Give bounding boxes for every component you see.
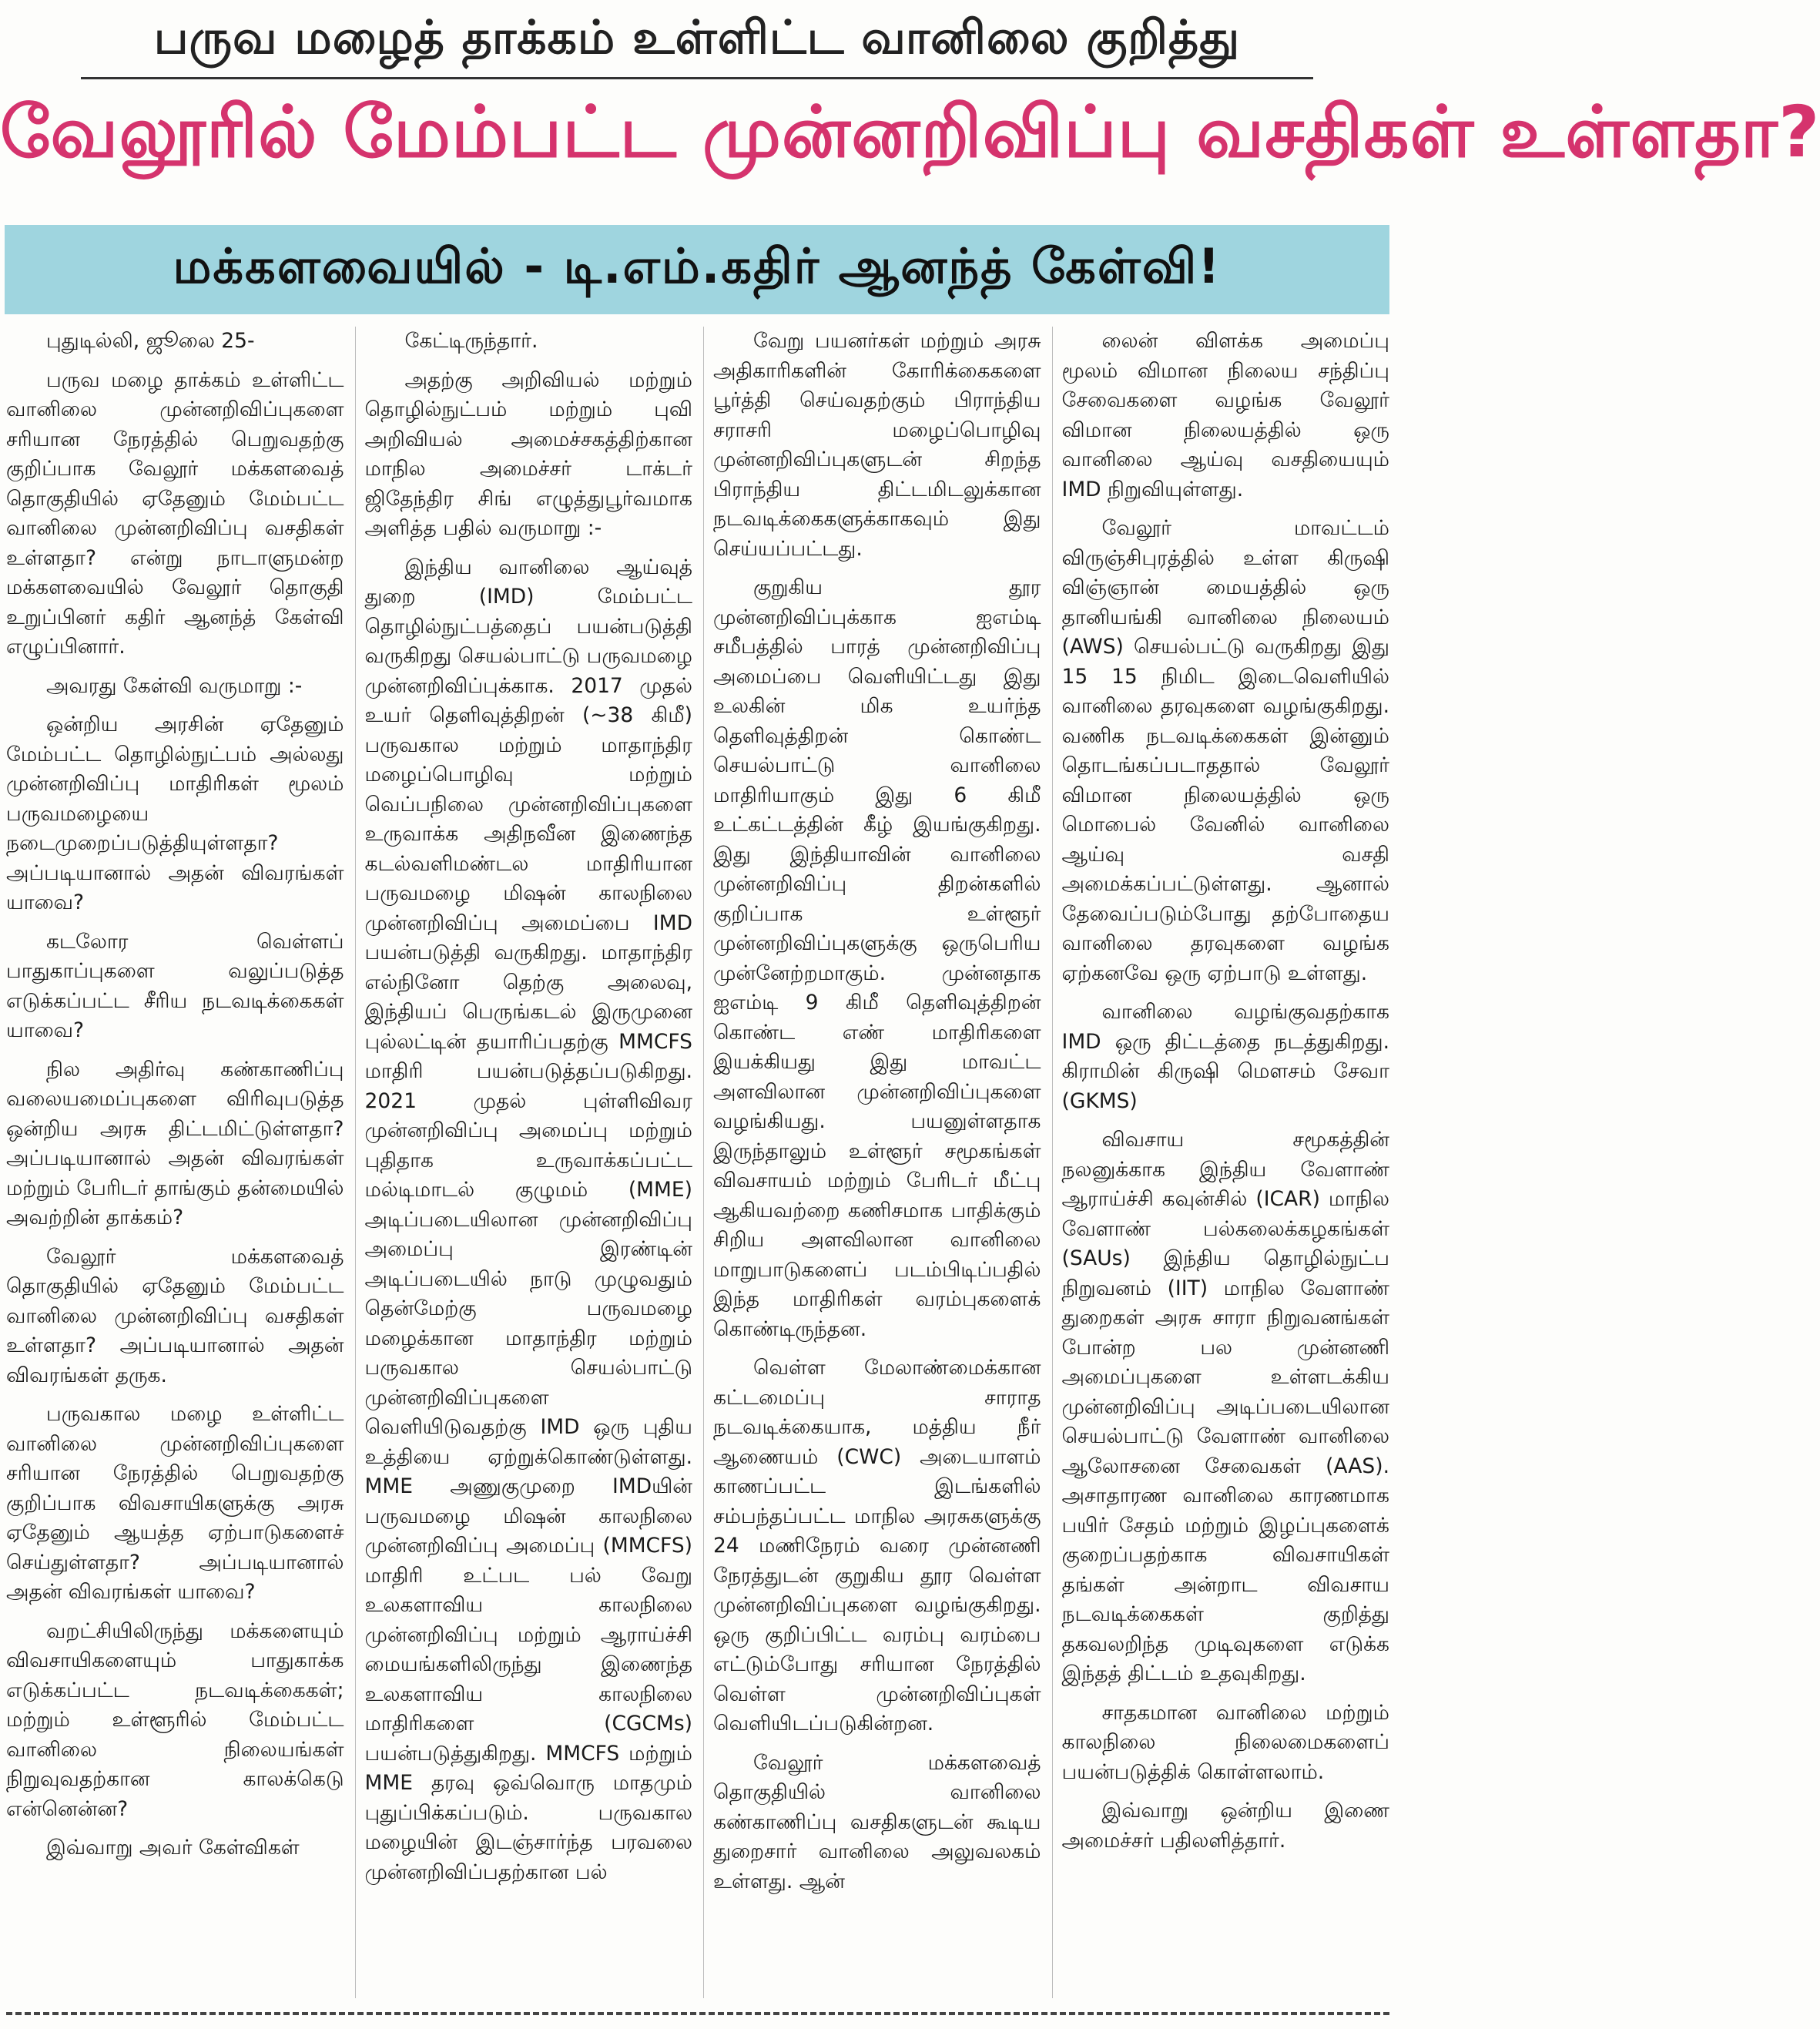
paragraph: கேட்டிருந்தார். <box>404 329 538 353</box>
dateline: புதுடில்லி, ஜூலை 25- <box>46 329 255 353</box>
paragraph: இவ்வாறு அவர் கேள்விகள் <box>46 1836 300 1860</box>
paragraph: பருவ மழை தாக்கம் உள்ளிட்ட வானிலை முன்னறிவிப்புகளை சரியான நேரத்தில் பெறுவதற்கு குறிப்பாக வேலூர் மக்களவைத் தொகுதியில் ஏதேனும் மேம்பட்ட வானிலை முன்னறிவிப்பு வசதிகள் உள்ளதா? என்று நாடாளுமன்ற மக்களவையில் வேலூர் தொகுதி உறுப்பினர் கதிர் ஆனந்த் கேள்வி எழுப்பினார். <box>6 367 344 659</box>
paragraph: வறட்சியிலிருந்து மக்களையும் விவசாயிகளையும் பாதுகாக்க எடுக்கப்பட்ட நடவடிக்கைகள்; மற்றும் உள்ளூரில் மேம்பட்ட வானிலை நிலையங்கள் நிறுவுவதற்கான காலக்கெடு என்னென்ன? <box>6 1618 344 1821</box>
paragraph: அதற்கு அறிவியல் மற்றும் தொழில்நுட்பம் மற்றும் புவி அறிவியல் அமைச்சகத்திற்கான மாநில அமைச்சர் டாக்டர் ஜிதேந்திர சிங் எழுத்துபூர்வமாக அளித்த பதில் வருமாறு :- <box>364 367 692 540</box>
column-4 <box>1052 327 1390 1998</box>
paragraph: அவரது கேள்வி வருமாறு :- <box>46 673 303 698</box>
kicker-underline <box>81 77 1313 79</box>
kicker-headline: பருவ மழைத் தாக்கம் உள்ளிட்ட வானிலை குறித்து <box>153 11 1241 65</box>
paragraph: லைன் விளக்க அமைப்பு மூலம் விமான நிலைய சந்திப்பு சேவைகளை வழங்க வேலூர் விமான நிலையத்தில் ஒரு வானிலை ஆய்வு வசதியையும் IMD நிறுவியுள்ளது. <box>1061 329 1389 501</box>
paragraph: இந்திய வானிலை ஆய்வுத் துறை (IMD) மேம்பட்ட தொழில்நுட்பத்தைப் பயன்படுத்தி வருகிறது செயல்பாட்டு பருவமழை முன்னறிவிப்புக்காக. 2017 முதல் உயர் தெளிவுத்திறன் (~38 கிமீ) பருவகால மற்றும் மாதாந்திர மழைப்பொழிவு மற்றும் வெப்பநிலை முன்னறிவிப்புகளை உருவாக்க அதிநவீன இணைந்த கடல்வளிமண்டல மாதிரியான பருவமழை மிஷன் காலநிலை முன்னறிவிப்பு அமைப்பை IMD பயன்படுத்தி வருகிறது. மாதாந்திர எல்நினோ தெற்கு அலைவு, இந்தியப் பெருங்கடல் இருமுனை புல்லட்டின் தயாரிப்பதற்கு MMCFS மாதிரி பயன்படுத்தப்படுகிறது. 2021 முதல் புள்ளிவிவர முன்னறிவிப்பு அமைப்பு மற்றும் புதிதாக உருவாக்கப்பட்ட மல்டிமாடல் குழுமம் (MME) அடிப்படையிலான முன்னறிவிப்பு அமைப்பு இரண்டின் அடிப்படையில் நாடு முழுவதும் தென்மேற்கு பருவமழை மழைக்கான மாதாந்திர மற்றும் பருவகால செயல்பாட்டு முன்னறிவிப்புகளை வெளியிடுவதற்கு IMD ஒரு புதிய உத்தியை ஏற்றுக்கொண்டுள்ளது. MME அணுகுமுறை IMDயின் பருவமழை மிஷன் காலநிலை முன்னறிவிப்பு அமைப்பு (MMCFS) மாதிரி உட்பட பல் வேறு உலகளாவிய காலநிலை முன்னறிவிப்பு மற்றும் ஆராய்ச்சி மையங்களிலிருந்து இணைந்த உலகளாவிய காலநிலை மாதிரிகளை (CGCMs) பயன்படுத்துகிறது. MMCFS மற்றும் MME தரவு ஒவ்வொரு மாதமும் புதுப்பிக்கப்படும். பருவகால மழையின் இடஞ்சார்ந்த பரவலை முன்னறிவிப்பதற்கான பல் <box>364 555 692 1884</box>
paragraph: வேலூர் மாவட்டம் விருஞ்சிபுரத்தில் உள்ள கிருஷி விஞ்ஞான் மையத்தில் ஒரு தானியங்கி வானிலை நிலையம் (AWS) செயல்பட்டு வருகிறது இது 15 15 நிமிட இடைவெளியில் வானிலை தரவுகளை வழங்குகிறது. வணிக நடவடிக்கைகள் இன்னும் தொடங்கப்படாததால் வேலூர் விமான நிலையத்தில் ஒரு மொபைல் வேனில் வானிலை ஆய்வு வசதி அமைக்கப்பட்டுள்ளது. ஆனால் தேவைப்படும்போது தற்போதைய வானிலை தரவுகளை வழங்க ஏற்கனவே ஒரு ஏற்பாடு உள்ளது. <box>1061 516 1389 985</box>
paragraph: இவ்வாறு ஒன்றிய இணை அமைச்சர் பதிலளித்தார். <box>1061 1799 1389 1853</box>
bottom-dashed-rule <box>6 2012 1389 2015</box>
paragraph: வேலூர் மக்களவைத் தொகுதியில் ஏதேனும் மேம்பட்ட வானிலை முன்னறிவிப்பு வசதிகள் உள்ளதா? அப்படியானால் அதன் விவரங்கள் தருக. <box>6 1244 344 1387</box>
paragraph: வெள்ள மேலாண்மைக்கான கட்டமைப்பு சாராத நடவடிக்கையாக, மத்திய நீர் ஆணையம் (CWC) அடையாளம் காணப்பட்ட இடங்களில் சம்பந்தப்பட்ட மாநில அரசுகளுக்கு 24 மணிநேரம் வரை முன்னணி நேரத்துடன் குறுகிய தூர வெள்ள முன்னறிவிப்புகளை வழங்குகிறது. ஒரு குறிப்பிட்ட வரம்பு வரம்பை எட்டும்போது சரியான நேரத்தில் வெள்ள முன்னறிவிப்புகள் வெளியிடப்படுகின்றன. <box>713 1356 1041 1736</box>
paragraph: சாதகமான வானிலை மற்றும் காலநிலை நிலைமைகளைப் பயன்படுத்திக் கொள்ளலாம். <box>1061 1700 1389 1784</box>
column-3 <box>703 327 1041 1998</box>
paragraph: நில அதிர்வு கண்காணிப்பு வலையமைப்புகளை விரிவுபடுத்த ஒன்றிய அரசு திட்டமிட்டுள்ளதா? அப்படியானால் அதன் விவரங்கள் மற்றும் பேரிடர் தாங்கும் தன்மையில் அவற்றின் தாக்கம்? <box>6 1057 344 1229</box>
paragraph: வானிலை வழங்குவதற்காக IMD ஒரு திட்டத்தை நடத்துகிறது. கிராமின் கிருஷி மௌசம் சேவா (GKMS) <box>1061 1000 1389 1113</box>
column-2 <box>355 327 693 1998</box>
paragraph: விவசாய சமூகத்தின் நலனுக்காக இந்திய வேளாண் ஆராய்ச்சி கவுன்சில் (ICAR) மாநில வேளாண் பல்கலைக்கழகங்கள் (SAUs) இந்திய தொழில்நுட்ப நிறுவனம் (IIT) மாநில வேளாண் துறைகள் அரசு சாரா நிறுவனங்கள் போன்ற பல முன்னணி அமைப்புகளை உள்ளடக்கிய முன்னறிவிப்பு அடிப்படையிலான செயல்பாட்டு வேளாண் வானிலை ஆலோசனை சேவைகள் (AAS). அசாதாரண வானிலை காரணமாக பயிர் சேதம் மற்றும் இழப்புகளைக் குறைப்பதற்காக விவசாயிகள் தங்கள் அன்றாட விவசாய நடவடிக்கைகள் குறித்து தகவலறிந்த முடிவுகளை எடுக்க இந்தத் திட்டம் உதவுகிறது. <box>1061 1128 1389 1685</box>
paragraph: கடலோர வெள்ளப் பாதுகாப்புகளை வலுப்படுத்த எடுக்கப்பட்ட சீரிய நடவடிக்கைகள் யாவை? <box>6 929 344 1042</box>
column-1 <box>6 327 344 1998</box>
sub-headline-banner <box>5 225 1389 314</box>
sub-headline-text: மக்களவையில் - டி.எம்.கதிர் ஆனந்த் கேள்வி! <box>173 238 1222 294</box>
paragraph: வேலூர் மக்களவைத் தொகுதியில் வானிலை கண்காணிப்பு வசதிகளுடன் கூடிய துறைசார் வானிலை அலுவலகம் உள்ளது. ஆன் <box>713 1750 1041 1893</box>
paragraph: வேறு பயனர்கள் மற்றும் அரசு அதிகாரிகளின் கோரிக்கைகளை பூர்த்தி செய்வதற்கும் பிராந்திய சராசரி மழைப்பொழிவு முன்னறிவிப்புகளுடன் சிறந்த பிராந்திய திட்டமிடலுக்கான நடவடிக்கைகளுக்காகவும் இது செய்யப்பட்டது. <box>713 329 1041 561</box>
paragraph: ஒன்றிய அரசின் ஏதேனும் மேம்பட்ட தொழில்நுட்பம் அல்லது முன்னறிவிப்பு மாதிரிகள் மூலம் பருவமழையை நடைமுறைப்படுத்தியுள்ளதா? அப்படியானால் அதன் விவரங்கள் யாவை? <box>6 713 344 914</box>
article-body <box>6 327 1389 1998</box>
main-headline: வேலூரில் மேம்பட்ட முன்னறிவிப்பு வசதிகள் உள்ளதா? <box>0 91 1820 173</box>
paragraph: குறுகிய தூர முன்னறிவிப்புக்காக ஐஎம்டி சமீபத்தில் பாரத் முன்னறிவிப்பு அமைப்பை வெளியிட்டது இது உலகின் மிக உயர்ந்த தெளிவுத்திறன் கொண்ட செயல்பாட்டு வானிலை மாதிரியாகும் இது 6 கிமீ உட்கட்டத்தின் கீழ் இயங்குகிறது. இது இந்தியாவின் வானிலை முன்னறிவிப்பு திறன்களில் குறிப்பாக உள்ளூர் முன்னறிவிப்புகளுக்கு ஒருபெரிய முன்னேற்றமாகும். முன்னதாக ஐஎம்டி 9 கிமீ தெளிவுத்திறன் கொண்ட எண் மாதிரிகளை இயக்கியது இது மாவட்ட அளவிலான முன்னறிவிப்புகளை வழங்கியது. பயனுள்ளதாக இருந்தாலும் உள்ளூர் சமூகங்கள் விவசாயம் மற்றும் பேரிடர் மீட்பு ஆகியவற்றை கணிசமாக பாதிக்கும் சிறிய அளவிலான வானிலை மாறுபாடுகளைப் படம்பிடிப்பதில் இந்த மாதிரிகள் வரம்புகளைக் கொண்டிருந்தன. <box>713 575 1041 1341</box>
paragraph: பருவகால மழை உள்ளிட்ட வானிலை முன்னறிவிப்புகளை சரியான நேரத்தில் பெறுவதற்கு குறிப்பாக விவசாயிகளுக்கு அரசு ஏதேனும் ஆயத்த ஏற்பாடுகளைச் செய்துள்ளதா? அப்படியானால் அதன் விவரங்கள் யாவை? <box>6 1402 344 1604</box>
